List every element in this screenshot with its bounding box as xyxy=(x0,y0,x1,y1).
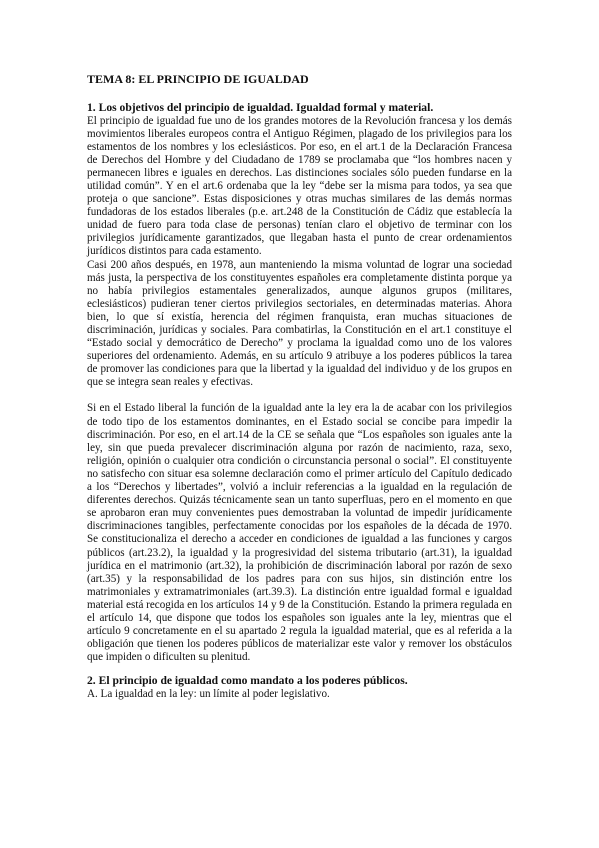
paragraph-3: Si en el Estado liberal la función de la igualdad ante la ley era la de acabar con los privilegios de todo tipo de los estamentos dominantes, en el Estado social se concibe para impedir la discriminación. Por eso, en el art.14 de la CE se señala que “Los españoles son iguales ante la ley, sin que pueda prevalecer discriminación alguna por razón de nacimiento, raza, sexo, religión, opinión o cualquier otra condición o circunstancia personal o social”. El constituyente no satisfecho con situar esa solemne declaración como el primer artículo del Capítulo dedicado a los “Derechos y libertades”, volvió a incluir referencias a la igualdad en la regulación de diferentes derechos. Quizás técnicamente sean un tanto superfluas, pero en el momento en que se aprobaron eran muy convenientes pues demostraban la voluntad de impedir jurídicamente discriminaciones tangibles, perfectamente conocidas por los españoles de la década de 1970. Se constitucionaliza el derecho a acceder en condiciones de igualdad a las funciones y cargos públicos (art.23.2), la igualdad y la progresividad del sistema tributario (art.31), la igualdad jurídica en el matrimonio (art.32), la prohibición de discriminación laboral por razón de sexo (art.35) y la responsabilidad de los padres para con sus hijos, sin distinción entre los matrimoniales y extramatrimoniales (art.39.3). La distinción entre igualdad formal e igualdad material está recogida en los artículos 14 y 9 de la Constitución. Estando la primera regulada en el artículo 14, que dispone que todos los españoles son iguales ante la ley, mientras que el artículo 9 concretamente en el su apartado 2 regula la igualdad material, que es al referida a la obligación que tienen los poderes públicos de materializar este valor y remover los obstáculos que impiden o dificulten su plenitud. xyxy=(87,402,512,664)
section-spacer xyxy=(87,664,512,674)
section-1-heading: 1. Los objetivos del principio de igualdad. Igualdad formal y material. xyxy=(87,101,434,114)
subsection-a: A. La igualdad en la ley: un límite al poder legislativo. xyxy=(87,687,330,700)
paragraph-2: Casi 200 años después, en 1978, aun manteniendo la misma voluntad de lograr una sociedad más justa, la perspectiva de los constituyentes españoles era completamente distinta porque ya no había privilegios estamentales generalizados, aunque algunos grupos (militares, eclesiásticos) pudieran tener ciertos privilegios sectoriales, en determinadas materias. Ahora bien, lo que sí existía, herencia del régimen franquista, eran muchas situaciones de discriminación, jurídicas y sociales. Para combatirlas, la Constitución en el art.1 constituye el “Estado social y democrático de Derecho” y proclama la igualdad como uno de los valores superiores del ordenamiento. Además, en su artículo 9 atribuye a los poderes públicos la tarea de promover las condiciones para que la libertad y la igualdad del individuo y de los grupos en que se integra sean reales y efectivas. xyxy=(87,258,512,389)
document-title: TEMA 8: EL PRINCIPIO DE IGUALDAD xyxy=(87,72,309,86)
section-2-heading: 2. El principio de igualdad como mandato a los poderes públicos. xyxy=(87,674,408,688)
paragraph-spacer xyxy=(87,389,512,402)
paragraph-1: El principio de igualdad fue uno de los grandes motores de la Revolución francesa y los demás movimientos liberales europeos contra el Antiguo Régimen, plagado de los privilegios para los estamentos de los nombres y los eclesiásticos. Por eso, en el art.1 de la Declaración Francesa de Derechos del Hombre y del Ciudadano de 1789 se proclamaba que “los hombres nacen y permanecen libres e iguales en derechos. Las distinciones sociales sólo pueden fundarse en la utilidad común”. Y en el art.6 ordenaba que la ley “debe ser la misma para todos, ya sea que proteja o que sancione”. Estas disposiciones y otras muchas similares de las demás normas fundadoras de los estados liberales (p.e. art.248 de la Constitución de Cádiz que establecía la unidad de fuero para toda clase de personas) tenían claro el objetivo de terminar con los privilegios jurídicamente garantizados, que llegaban hasta el punto de crear ordenamientos jurídicos distintos para cada estamento. xyxy=(87,114,512,258)
